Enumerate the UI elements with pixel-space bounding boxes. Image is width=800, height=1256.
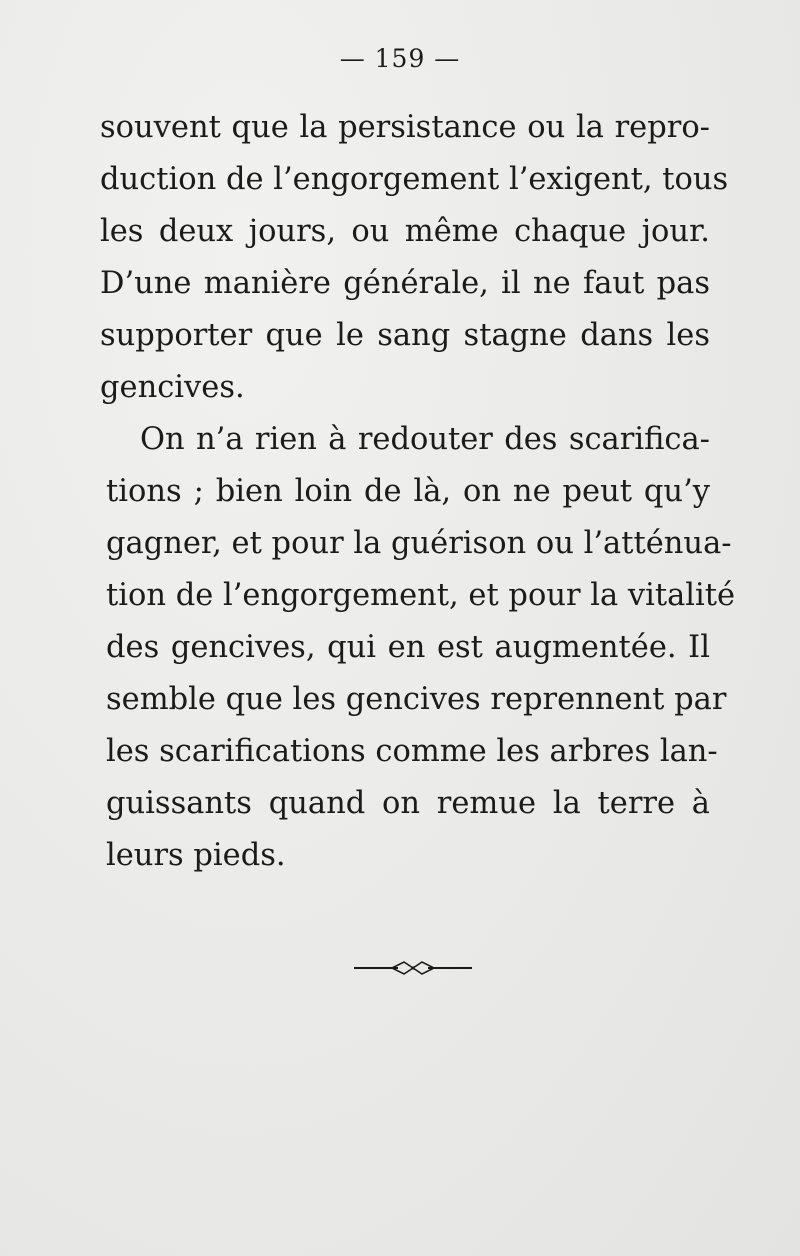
text-line: leurs pieds. (106, 838, 286, 873)
text-line: tions ; bien loin de là, on ne peut qu’y (106, 474, 710, 509)
text-line: D’une manière générale, il ne faut pas (100, 266, 710, 301)
paragraph-2 (100, 414, 736, 882)
ornament-divider (352, 958, 474, 978)
text-line: gagner, et pour la guérison ou l’atténua- (106, 526, 732, 561)
page-number: — 159 — (339, 44, 461, 73)
text-line: duction de l’engorgement l’exigent, tous (100, 162, 729, 197)
text-line: gencives. (100, 370, 245, 405)
text-line: les deux jours, ou même chaque jour. (100, 214, 710, 249)
body-text (100, 102, 736, 882)
text-line: supporter que le sang stagne dans les (100, 318, 710, 353)
text-line: souvent que la persistance ou la repro- (100, 110, 710, 145)
text-line: semble que les gencives reprennent par (106, 682, 727, 717)
text-line: des gencives, qui en est augmentée. Il (106, 630, 710, 665)
text-line: tion de l’engorgement, et pour la vitalité (106, 578, 736, 613)
text-line: les scarifications comme les arbres lan- (106, 734, 718, 769)
paragraph-1 (100, 102, 729, 414)
text-line: guissants quand on remue la terre à (106, 786, 710, 821)
text-line: On n’a rien à redouter des scarifica- (140, 422, 710, 457)
